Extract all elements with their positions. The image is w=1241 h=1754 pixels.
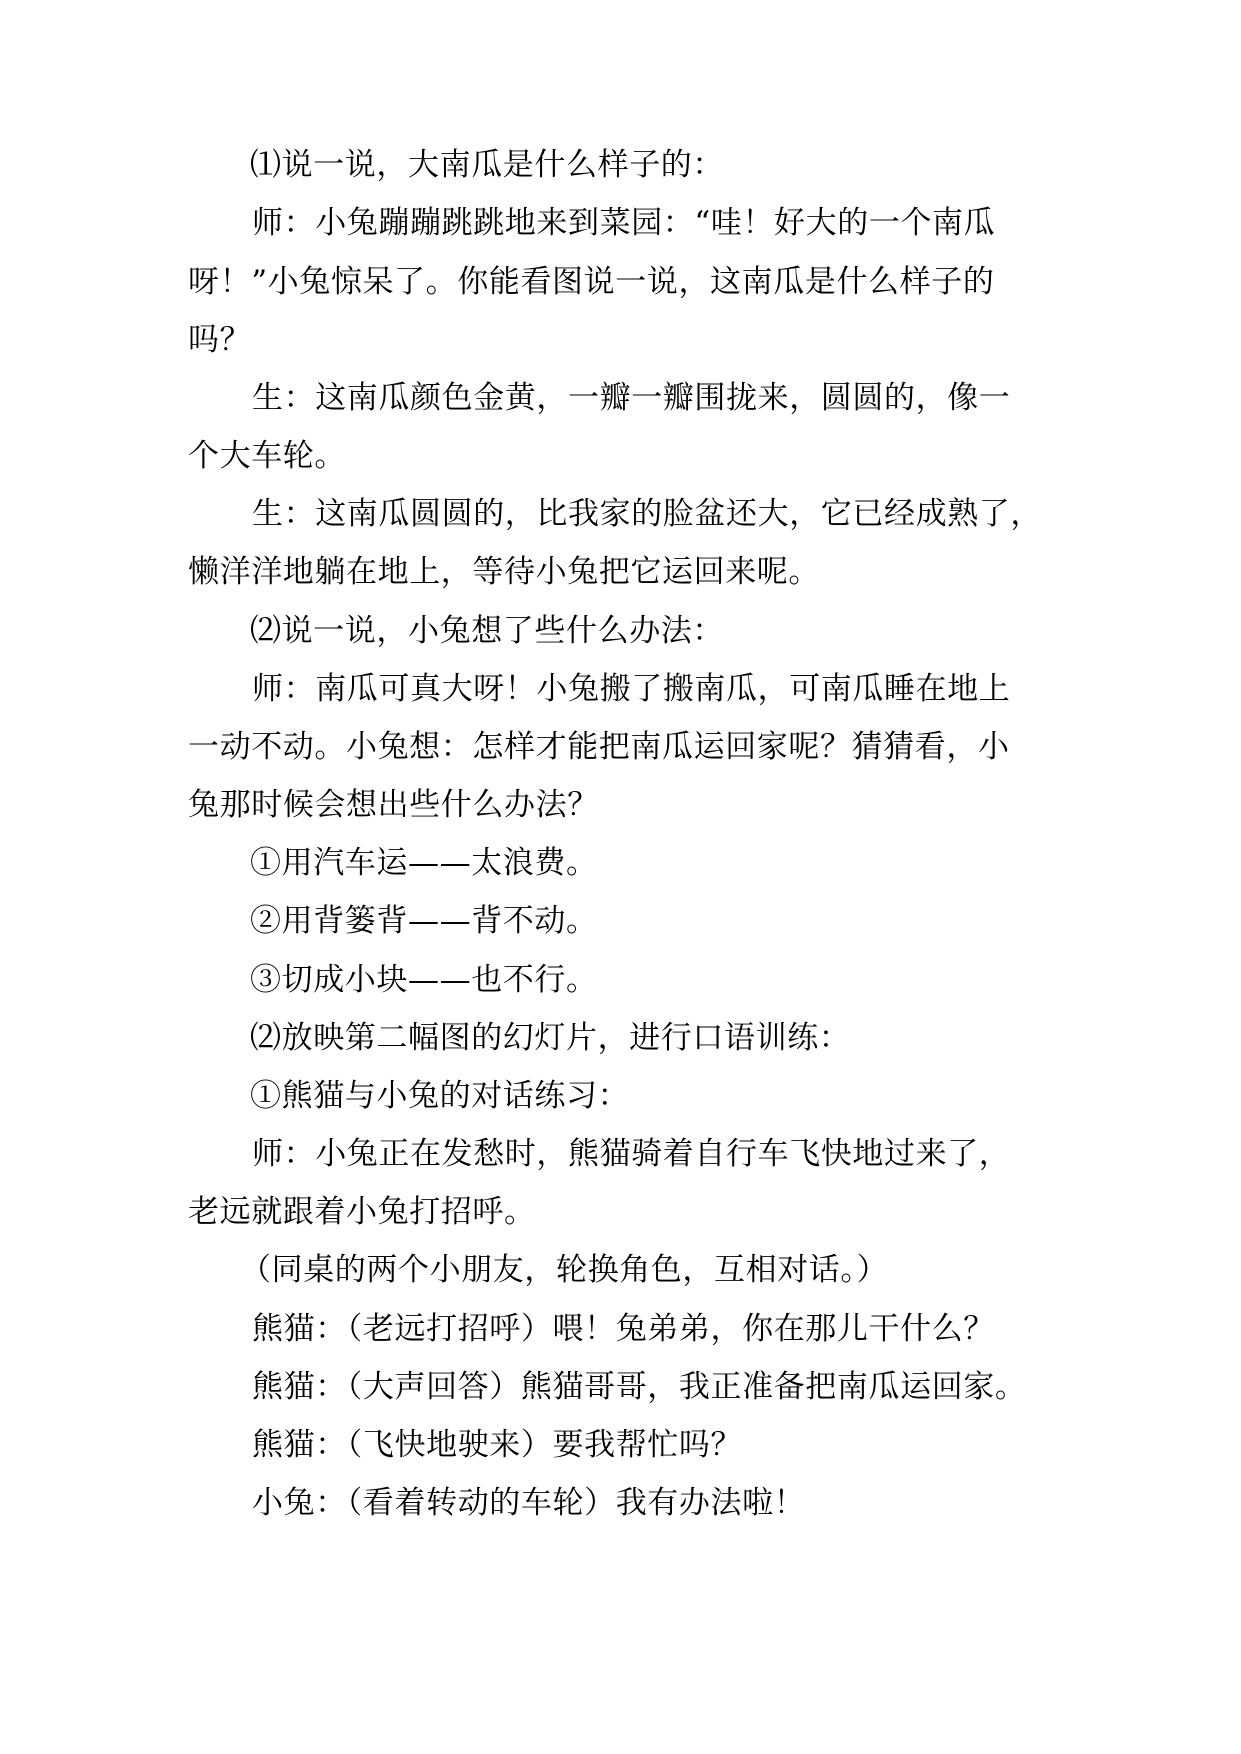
text-line: ①用汽车运——太浪费。 (250, 845, 598, 881)
text-line: ⑴说一说，大南瓜是什么样子的： (250, 147, 724, 183)
text-line: ③切成小块——也不行。 (250, 962, 598, 998)
text-line: 生：这南瓜颜色金黄，一瓣一瓣围拢来，圆圆的，像一 (252, 380, 1011, 416)
text-line: 生：这南瓜圆圆的，比我家的脸盆还大，它已经成熟了， (252, 496, 1042, 532)
text-line: ⑵放映第二幅图的幻灯片，进行口语训练： (250, 1020, 851, 1056)
text-line: 熊猫：（大声回答）熊猫哥哥，我正准备把南瓜运回家。 (252, 1369, 1027, 1405)
text-line: 个大车轮。 (188, 438, 346, 474)
text-line: 师：小兔蹦蹦跳跳地来到菜园：“哇！好大的一个南瓜 (252, 205, 996, 241)
text-line: 吗？ (188, 322, 252, 358)
text-line: 师：小兔正在发愁时，熊猫骑着自行车飞快地过来了， (252, 1136, 1011, 1172)
text-line: 师：南瓜可真大呀！小兔搬了搬南瓜，可南瓜睡在地上 (252, 671, 1011, 707)
text-line: 熊猫：（飞快地驶来）要我帮忙吗？ (252, 1427, 743, 1463)
text-line: ⑵说一说，小兔想了些什么办法： (250, 613, 724, 649)
text-line: 小兔：（看着转动的车轮）我有办法啦！ (252, 1485, 806, 1521)
text-line: 懒洋洋地躺在地上，等待小兔把它运回来呢。 (188, 554, 820, 590)
text-line: 呀！”小兔惊呆了。你能看图说一说，这南瓜是什么样子的 (188, 264, 995, 300)
text-line: ②用背篓背——背不动。 (250, 903, 598, 939)
text-line: 一动不动。小兔想：怎样才能把南瓜运回家呢？猜猜看，小 (188, 729, 1010, 765)
text-line: （同桌的两个小朋友，轮换角色，互相对话。） (240, 1252, 889, 1288)
text-line: 熊猫：（老远打招呼）喂！兔弟弟，你在那儿干什么？ (252, 1311, 995, 1347)
text-line: ①熊猫与小兔的对话练习： (250, 1078, 630, 1114)
text-line: 兔那时候会想出些什么办法？ (188, 787, 599, 823)
text-line: 老远就跟着小兔打招呼。 (188, 1194, 536, 1230)
